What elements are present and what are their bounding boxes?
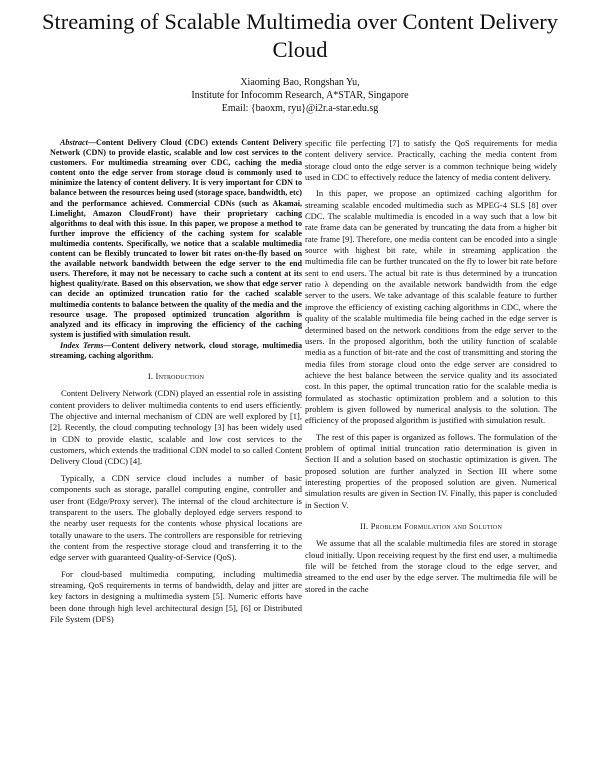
index-terms <box>50 341 302 361</box>
index-terms-label: Index Terms <box>60 340 104 350</box>
paragraph: Typically, a CDN service cloud includes a number of basic components such as storage, parallel computing engine, controller and user front (Edge/Proxy server). The internal of the cloud architecture is transparent to the users. The globally deployed edge servers respond to the nearby user requests for the contents whose physical locations are totally unaware to the users. The controllers are responsible for retrieving the content from the respective storage cloud and transferring it to the edge server with guaranteed Quality-of-Service (QoS). <box>50 472 302 563</box>
paragraph: The rest of this paper is organized as follows. The formulation of the problem of optimal initial truncation ratio determination is given in Section II and a solution based on stochastic optimization is given. The proposed solution are further analyzed in Section III where some interesting properties of the proposed solution are given. Numerical simulation results are given in Section IV. Finally, this paper is concluded in Section V. <box>305 431 557 510</box>
author-email: Email: {baoxm, ryu}@i2r.a-star.edu.sg <box>221 103 379 114</box>
abstract <box>50 138 302 340</box>
paragraph: For cloud-based multimedia computing, including multimedia streaming, QoS requirements in terms of bandwidth, delay and jitter are key factors in designing a multimedia system [5]. Numeric efforts have been done through high level architectural design [5], [6] or Distributed File System (DFS) <box>50 568 302 624</box>
paragraph: Content Delivery Network (CDN) played an essential role in assisting content providers to deliver multimedia contents to end users efficiently. The objective and internal mechanism of CDN are well explored by [1], [2]. Recently, the cloud computing technology [3] has been widely used in CDN to provide elastic, scalable and low cost services to the customers, which extends the traditional CDN model to so called Content Delivery Cloud (CDC) [4]. <box>50 388 302 467</box>
author-affiliation: Institute for Infocomm Research, A*STAR, Singapore <box>191 90 409 101</box>
paragraph: specific file perfecting [7] to satisfy the QoS requirements for media content delivery service. Practically, caching the media content from storage cloud onto the edge server is a common technique being widely used in CDC to effectively reduce the latency of media content delivery. <box>305 138 557 183</box>
right-column <box>305 138 557 600</box>
abstract-text: —Content Delivery Cloud (CDC) extends Content Delivery Network (CDN) to provide elastic, scalable and low cost services to the customers. For multimedia streaming over CDC, caching the media content onto the edge server from storage cloud is commonly used to minimize the latency of content delivery. It is very important for CDN to balance between the resources being used (storage space, bandwidth, etc) and the performance achieved. Commercial CDNs (such as Akamai, Limelight, Amazon CloudFront) have their proprietary caching algorithms to deal with this issue. In this paper, we propose a method to further improve the efficiency of the caching system for scalable multimedia contents. Specifically, we notice that a scalable multimedia content can be flexibly truncated to lower bit rates on-the-fly based on the available network bandwidth between the edge server to the end users. Therefore, it may not be necessary to cache such a content at its highest quality/rate. Based on this observation, we show that edge server can decide an optimized truncation ratio for the cached scalable multimedia contents to balance between the quality of the media and the resource usage. The proposed optimized truncation algorithm is analyzed and its efficacy in improving the efficiency of the caching system is justified with simulation result. <box>50 138 302 339</box>
paragraph: In this paper, we propose an optimized caching algorithm for streaming scalable encoded multimedia such as MPEG-4 SLS [8] over CDC. The scalable multimedia is encoded in a way such that a low bit rate frame data can be generated by truncating the data from a higher bit rate frame [9]. Therefore, one media content can be encoded into a single source with highest bit rate, while in streaming application the multimedia file can be further truncated on the fly to lower bit rate before sent to end users. The actual bit rate is thus determined by a truncation ratio λ depending on the available network bandwidth from the edge server to the users. We take advantage of this scalable feature to further improve the efficiency of existing caching algorithms in CDC, where the quality of the scalable multimedia file being cached in the edge server is determined based on the network conditions from the edge server to the users. In the proposed algorithm, both the utility function of scalable media as a function of bit-rate and the cost of transmitting and storing the media files from storage cloud onto the edge server are considred to achieve the best balance between the service quality and its associated cost. In this paper, the optimal truncation ratio for the scalable media is formulated as stochastic optimization problem and a solution to this problem is given followed by numerical analysis to the solution. The efficiency of the proposed algorithm is justified with simulation result. <box>305 188 557 426</box>
paragraph: We assume that all the scalable multimedia files are stored in storage cloud initially. Upon receiving request by the first end user, a multimedia file will be fetched from the storage cloud to the edge server, and streamed to the end user by the edge server. The multimedia file will be stored in the cache <box>305 538 557 594</box>
paper-title: Streaming of Scalable Multimedia over Content Delivery Cloud <box>41 9 559 62</box>
author-names: Xiaoming Bao, Rongshan Yu, <box>240 77 360 88</box>
author-block <box>40 76 560 115</box>
section-heading-problem-formulation: II. Problem Formulation and Solution <box>360 521 502 531</box>
index-terms-text: —Content delivery network, cloud storage, multimedia streaming, caching algorithm. <box>50 340 302 360</box>
section-heading-introduction: I. Introduction <box>147 371 205 382</box>
abstract-label: Abstract <box>60 138 88 147</box>
left-column <box>50 138 302 630</box>
